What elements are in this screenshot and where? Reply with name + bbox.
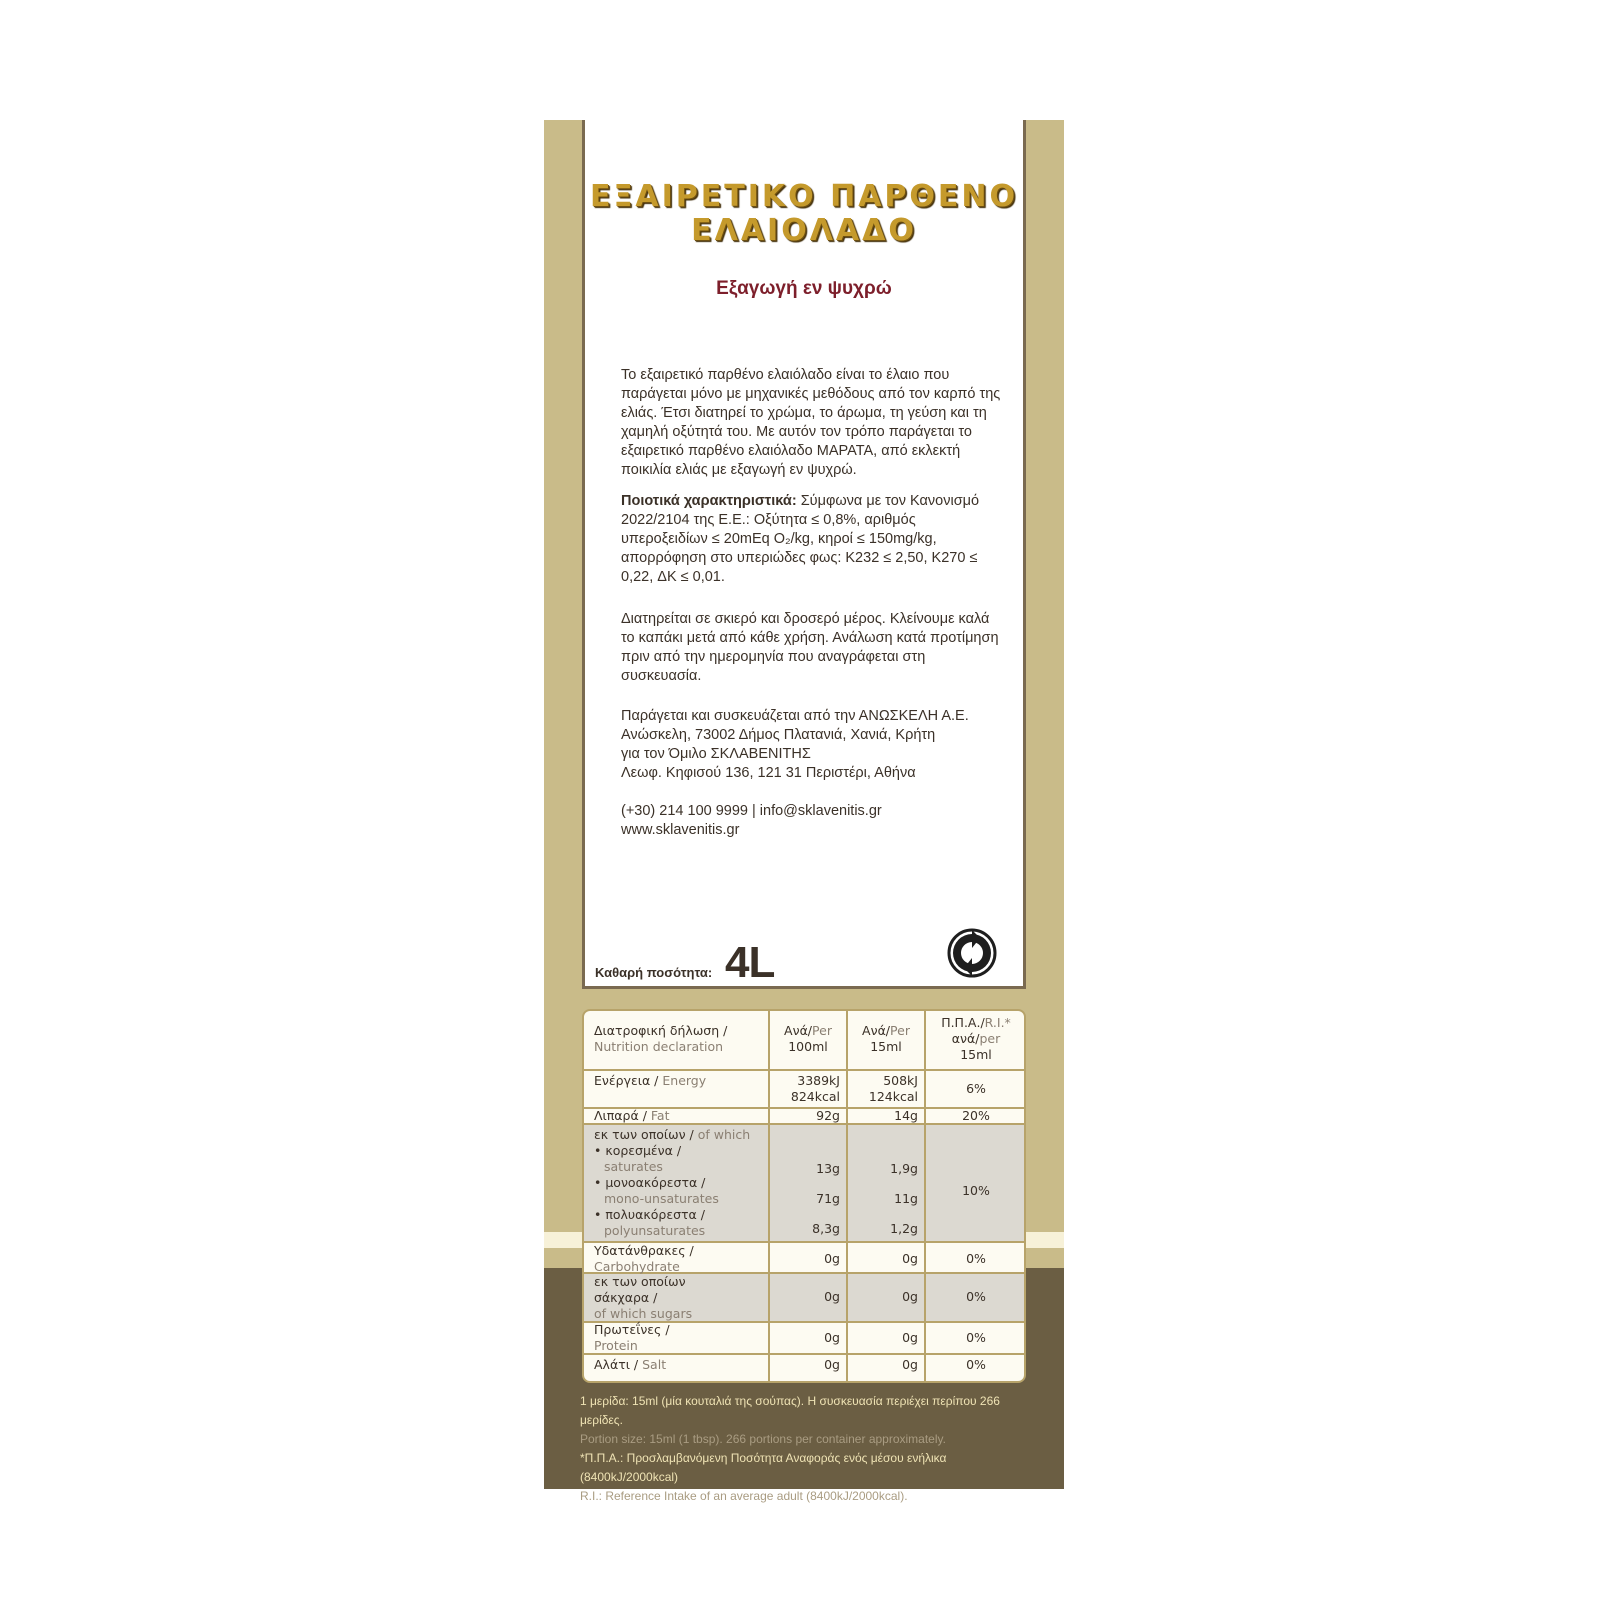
protein-ri: 0% [966, 1330, 986, 1345]
front-panel [582, 120, 1026, 989]
row-of-which-label: εκ των οποίων / of which [594, 1127, 751, 1142]
product-title [585, 180, 1023, 248]
storage-instructions: Διατηρείται σε σκιερό και δροσερό μέρος. Κλείνουμε καλά το καπάκι μετά από κάθε χρήση. Ανάλωση κατά προτίμηση πριν από την ημερομηνία που αναγράφεται στη συσκευασία. [621, 611, 999, 684]
contact-phone-email: (+30) 214 100 9999 | info@sklavenitis.gr [621, 803, 882, 819]
product-title-line1: ΕΞΑΙΡΕΤΙΚΟ ΠΑΡΘΕΝΟ [589, 179, 1019, 214]
carbs-ri: 0% [966, 1251, 986, 1266]
sugars-per-100ml: 0g [824, 1289, 840, 1304]
portion-note-greek: 1 μερίδα: 15ml (μία κουταλιά της σούπας). Η συσκευασία περιέχει περίπου 266 μερίδες. [580, 1394, 1000, 1427]
row-mono-label: • μονοακόρεστα / mono-unsaturates [594, 1175, 719, 1206]
carbs-per-15ml: 0g [902, 1251, 918, 1266]
net-quantity-value: 4L [725, 938, 775, 987]
saturates-per-15ml: 1,9g [890, 1161, 918, 1176]
quality-label: Ποιοτικά χαρακτηριστικά: [621, 493, 797, 509]
salt-per-15ml: 0g [902, 1357, 918, 1372]
producer-info [621, 707, 1001, 783]
protein-per-15ml: 0g [902, 1330, 918, 1345]
poly-per-15ml: 1,2g [890, 1221, 918, 1236]
ri-note-greek: *Π.Π.Α.: Προσλαμβανόμενη Ποσότητα Αναφοράς ενός μέσου ενήλικα (8400kJ/2000kcal) [580, 1451, 947, 1484]
quality-characteristics [621, 492, 1001, 587]
producer-line: Λεωφ. Κηφισού 136, 121 31 Περιστέρι, Αθήνα [621, 765, 916, 781]
contact-website: www.sklavenitis.gr [621, 822, 740, 838]
description-paragraph: Το εξαιρετικό παρθένο ελαιόλαδο είναι το έλαιο που παράγεται μόνο με μηχανικές μεθόδους από τον καρπό της ελιάς. Έτσι διατηρεί το χρώμα, το άρωμα, τη γεύση και τη χαμηλή οξύτητά του. Με αυτόν τον τρόπο παράγεται το εξαιρετικό παρθένο ελαιόλαδο ΜΑΡΑΤΑ, από εκλεκτή ποικιλία ελιάς με εξαγωγή εν ψυχρώ. [621, 367, 1001, 478]
ri-note-english: R.I.: Reference Intake of an average adult (8400kJ/2000kcal). [580, 1489, 908, 1503]
mono-per-15ml: 11g [894, 1191, 918, 1206]
net-quantity-label: Καθαρή ποσότητα: [595, 965, 713, 980]
energy-per-15ml: 508kJ 124kcal [868, 1073, 918, 1104]
header-per-100ml: Ανά/Per 100ml [784, 1023, 832, 1054]
header-nutrition-declaration: Διατροφική δήλωση / Nutrition declaration [594, 1023, 728, 1054]
protein-per-100ml: 0g [824, 1330, 840, 1345]
product-label [544, 120, 1064, 1503]
header-per-15ml: Ανά/Per 15ml [862, 1023, 910, 1054]
quality-text: Σύμφωνα με τον Κανονισμό 2022/2104 της Ε.Ε.: Οξύτητα ≤ 0,8%, αριθμός υπεροξειδίων ≤ 20mEq O₂/kg, κηροί ≤ 150mg/kg, απορρόφηση στο υπεριώδες φως: K232 ≤ 2,50, K270 ≤ 0,22, ΔΚ ≤ 0,01. [621, 493, 980, 585]
poly-per-100ml: 8,3g [812, 1221, 840, 1236]
contact-info [621, 802, 1001, 840]
green-dot-recycle-icon [947, 928, 997, 978]
footnotes [580, 1392, 1040, 1506]
fat-per-100ml: 92g [816, 1108, 840, 1123]
header-ri-per-15ml: Π.Π.Α./R.I.* ανά/per 15ml [941, 1015, 1011, 1062]
row-energy-label: Ενέργεια / Energy [594, 1073, 707, 1088]
row-divider [584, 1069, 1026, 1071]
producer-line: Ανώσκελη, 73002 Δήμος Πλατανιά, Χανιά, Κρήτη [621, 727, 936, 743]
row-poly-label: • πολυακόρεστα / polyunsaturates [594, 1207, 706, 1238]
row-fat-label: Λιπαρά / Fat [594, 1108, 670, 1123]
row-saturates-label: • κορεσμένα / saturates [594, 1143, 682, 1174]
row-carbohydrate-label: Υδατάνθρακες / Carbohydrate [594, 1243, 694, 1274]
portion-note-english: Portion size: 15ml (1 tbsp). 266 portions per container approximately. [580, 1432, 946, 1446]
sugars-ri: 0% [966, 1289, 986, 1304]
row-protein-label: Πρωτεΐνες / Protein [594, 1322, 670, 1353]
fat-ri: 20% [962, 1108, 990, 1123]
energy-per-100ml: 3389kJ 824kcal [790, 1073, 840, 1104]
fat-per-15ml: 14g [894, 1108, 918, 1123]
salt-ri: 0% [966, 1357, 986, 1372]
product-title-line2: ΕΛΑΙΟΛΑΔΟ [691, 213, 917, 248]
unsaturates-ri: 10% [962, 1183, 990, 1198]
salt-per-100ml: 0g [824, 1357, 840, 1372]
mono-per-100ml: 71g [816, 1191, 840, 1206]
nutrition-table [582, 1009, 1026, 1383]
row-sugars-label: εκ των οποίων σάκχαρα / of which sugars [594, 1274, 693, 1321]
carbs-per-100ml: 0g [824, 1251, 840, 1266]
producer-line: Παράγεται και συσκευάζεται από την ΑΝΩΣΚΕΛΗ Α.Ε. [621, 708, 969, 724]
row-salt-label: Αλάτι / Salt [594, 1357, 667, 1372]
saturates-per-100ml: 13g [816, 1161, 840, 1176]
energy-ri: 6% [966, 1081, 986, 1096]
product-subtitle: Εξαγωγή εν ψυχρώ [716, 278, 892, 299]
producer-line: για τον Όμιλο ΣΚΛΑΒΕΝΙΤΗΣ [621, 746, 811, 762]
sugars-per-15ml: 0g [902, 1289, 918, 1304]
